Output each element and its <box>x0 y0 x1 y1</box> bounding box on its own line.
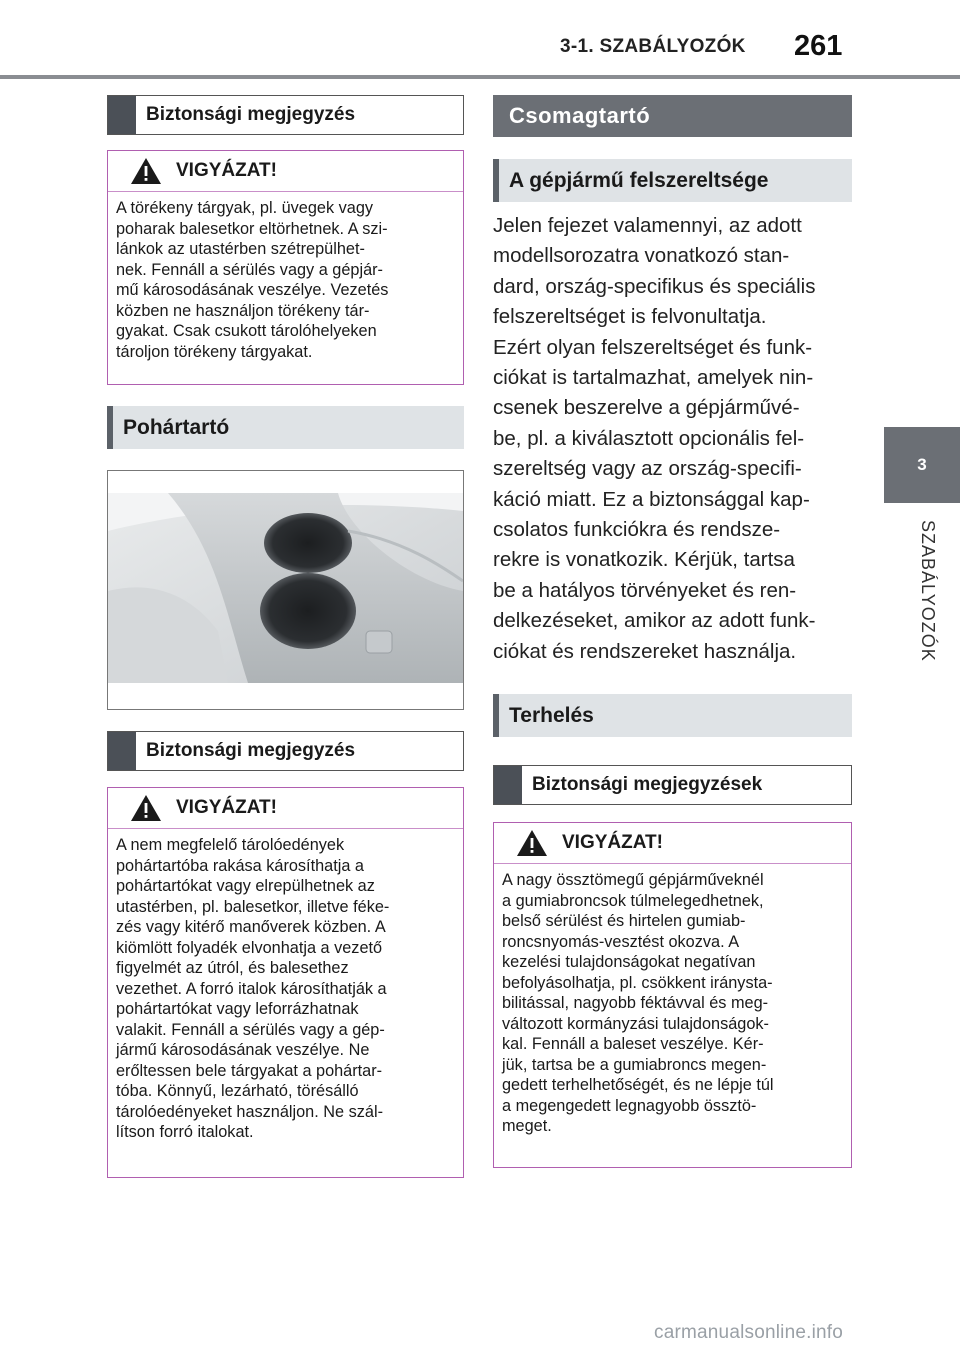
section-heading-text: A gépjármű felszereltsége <box>509 168 769 192</box>
paragraph-line: káció miatt. Ez a biztonsággal kap- <box>493 487 810 511</box>
warning-line: vezethet. A forró italok károsíthatják a <box>116 979 387 998</box>
running-header: 3-1. SZABÁLYOZÓK <box>560 36 746 57</box>
paragraph-line: be a hatályos törvényeket és ren- <box>493 578 797 602</box>
warning-line: pohártartóba rakása károsíthatja a <box>116 856 364 875</box>
cupholder-photo <box>107 470 464 710</box>
section-heading-text: Terhelés <box>509 703 594 727</box>
warning-label: VIGYÁZAT! <box>176 160 277 181</box>
section-heading-equipment <box>493 159 852 202</box>
paragraph-line: csolatos funkciókra és rendsze- <box>493 518 781 542</box>
warning-label: VIGYÁZAT! <box>562 832 663 853</box>
warning-line: figyelmét az útról, és balesethez <box>116 959 349 977</box>
warning-line: bilitással, nagyobb féktávval és meg- <box>502 994 769 1012</box>
section-heading-cupholder <box>107 406 464 449</box>
warning-line: gyakat. Csak csukott tárolóhelyeken <box>116 322 377 340</box>
paragraph-line: delkezéseket, amikor az adott funk- <box>493 609 816 633</box>
watermark: carmanualsonline.info <box>654 1322 844 1343</box>
warning-line: kezelési tulajdonságokat negatívan <box>502 953 756 971</box>
note-heading-text: Biztonsági megjegyzés <box>146 104 356 125</box>
warning-line: a megengedett legnagyobb össztö- <box>502 1096 757 1115</box>
paragraph-line: Jelen fejezet valamennyi, az adott <box>493 214 802 237</box>
warning-line: meget. <box>502 1117 552 1135</box>
warning-box-1 <box>107 150 464 385</box>
note-heading-2 <box>107 731 464 771</box>
note-heading-text: Biztonsági megjegyzés <box>146 740 356 761</box>
warning-line: tároljon törékeny tárgyakat. <box>116 342 313 361</box>
warning-line: lánkok az utastérben szétrepülhet- <box>116 240 365 258</box>
paragraph-line: dard, ország-specifikus és speciális <box>493 274 816 298</box>
cupholder-illustration <box>108 471 463 709</box>
warning-triangle-icon <box>130 157 162 185</box>
warning-line: nek. Fennáll a sérülés vagy a gépjár- <box>116 260 383 279</box>
paragraph-line: be, pl. a kiválasztott opcionális fel- <box>493 426 805 450</box>
warning-line: közben ne használjon törékeny tár- <box>116 301 370 320</box>
warning-line: A törékeny tárgyak, pl. üvegek vagy <box>116 199 374 217</box>
page-number: 261 <box>794 30 843 62</box>
equipment-paragraph <box>493 211 852 667</box>
warning-line: mű károsodásának veszélye. Vezetés <box>116 281 389 299</box>
warning-line: gedett terhelhetőségét, és ne lépje túl <box>502 1076 774 1094</box>
paragraph-line: csenek beszerelve a gépjárművé- <box>493 396 800 420</box>
warning-text <box>108 192 463 370</box>
warning-label: VIGYÁZAT! <box>176 797 277 818</box>
warning-line: kal. Fennáll a baleset veszélye. Kér- <box>502 1035 764 1053</box>
warning-line: roncsnyomás-vesztést okozva. A <box>502 932 740 951</box>
warning-line: tóba. Könnyű, lezárható, törésálló <box>116 1082 359 1100</box>
warning-line: pohártartókat vagy elrepülhetnek az <box>116 877 375 895</box>
note-heading-bar <box>108 96 136 134</box>
warning-line: A nem megfelelő tárolóedények <box>116 836 345 854</box>
note-heading-bar <box>494 766 522 804</box>
paragraph-line: rekre is vonatkozik. Kérjük, tartsa <box>493 548 795 572</box>
chapter-tab[interactable]: 3 <box>884 427 960 503</box>
section-heading-load <box>493 694 852 737</box>
warning-line: zés vagy kitérő manőverek közben. A <box>116 918 386 936</box>
warning-box-2 <box>107 787 464 1178</box>
warning-line: valakit. Fennáll a sérülés vagy a gép- <box>116 1020 385 1039</box>
warning-line: jármű károsodásának veszélye. Ne <box>116 1041 370 1059</box>
warning-triangle-icon <box>516 829 548 857</box>
warning-line: befolyásolhatja, pl. csökkent iránysta- <box>502 973 773 992</box>
warning-line: erőltessen bele tárgyakat a pohártar- <box>116 1061 383 1080</box>
paragraph-line: ciókat és rendszereket használja. <box>493 639 797 663</box>
chapter-tab-label: SZABÁLYOZÓK <box>918 520 938 662</box>
warning-line: jük, tartsa be a gumiabroncs megen- <box>502 1055 767 1074</box>
warning-line: a gumiabroncsok túlmelegedhetnek, <box>502 891 764 910</box>
note-heading-text: Biztonsági megjegyzések <box>532 774 763 795</box>
warning-line: tárolóedényeket használjon. Ne szál- <box>116 1102 383 1121</box>
warning-line: pohártartókat vagy leforrázhatnak <box>116 1000 359 1018</box>
paragraph-line: felszereltséget is felvonultatja. <box>493 305 767 329</box>
warning-triangle-icon <box>130 794 162 822</box>
section-heading-text: Pohártartó <box>123 415 230 439</box>
warning-line: utastérben, pl. balesetkor, illetve féke- <box>116 897 390 916</box>
paragraph-line: Ezért olyan felszereltséget és funk- <box>493 335 813 359</box>
header-rule <box>0 75 960 79</box>
warning-box-3 <box>493 822 852 1168</box>
warning-text <box>108 829 463 1151</box>
warning-text <box>494 864 851 1145</box>
warning-line: poharak balesetkor eltörhetnek. A szi- <box>116 219 388 238</box>
paragraph-line: modellsorozatra vonatkozó stan- <box>493 244 790 268</box>
warning-line: lítson forró italokat. <box>116 1123 254 1141</box>
paragraph-line: szereltség vagy az ország-specifi- <box>493 457 802 481</box>
paragraph-line: ciókat is tartalmazhat, amelyek nin- <box>493 366 814 390</box>
note-heading-1 <box>107 95 464 135</box>
warning-line: kiömlött folyadék elvonhatja a vezető <box>116 938 383 957</box>
chapter-heading: Csomagtartó <box>493 95 852 137</box>
warning-line: A nagy össztömegű gépjárműveknél <box>502 871 764 889</box>
warning-line: belső sérülést és hirtelen gumiab- <box>502 912 746 930</box>
warning-line: változott kormányzási tulajdonságok- <box>502 1014 769 1033</box>
note-heading-3 <box>493 765 852 805</box>
note-heading-bar <box>108 732 136 770</box>
